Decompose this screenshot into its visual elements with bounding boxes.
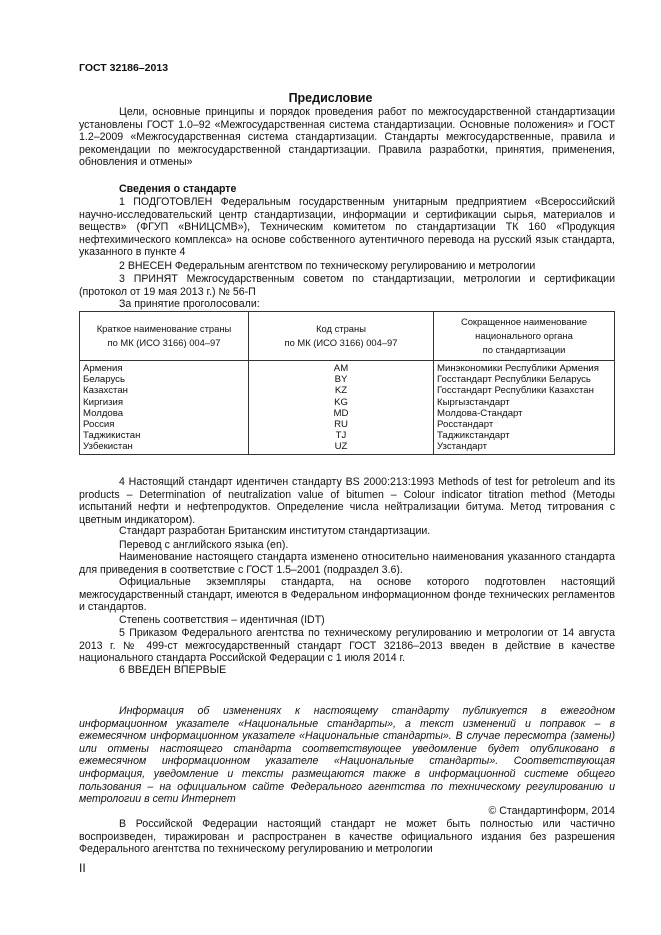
legal-notice: В Российской Федерации настоящий стандарт не может быть полностью или частично воспроизведен, тиражирован и распространен в качестве официального издания без разрешения Федерального агентства по техническому регулированию и метрологии [79,818,615,856]
copyright: © Стандартинформ, 2014 [488,805,615,817]
table-row: Молдова MD Молдова-Стандарт [80,408,615,419]
item-6-paragraph: 6 ВВЕДЕН ВПЕРВЫЕ [119,664,227,676]
document-id: ГОСТ 32186–2013 [79,62,169,74]
item-2-paragraph: 2 ВНЕСЕН Федеральным агентством по техническому регулированию и метрологии [119,260,536,272]
developer-note: Стандарт разработан Британским институтом стандартизации. [119,525,431,537]
table-row: Казахстан KZ Госстандарт Республики Казахстан [80,385,615,396]
translation-note: Перевод с английского языка (en). [119,539,289,551]
item-4-paragraph: 4 Настоящий стандарт идентичен стандарту BS 2000:213:1993 Methods of test for petroleum and its products – Determination of neutralization value of bitumen – Colour indicator titration method (Методы испытаний нефти и нефтепродуктов. Определение числа нейтрализации битума. Метод титрования с цветным индикатором). [79,476,615,526]
item-1-paragraph: 1 ПОДГОТОВЛЕН Федеральным государственным унитарным предприятием «Всероссийский научно-исследовательский центр стандартизации, информации и сертификации сырья, материалов и веществ» (ФГУП «ВНИЦСМВ»), Техническим комитетом по стандартизации ТК 160 «Продукция нефтехимического комплекса» на основе собственного аутентичного перевода на русский язык стандарта, указанного в пункте 4 [79,196,615,259]
page-title: Предисловие [288,91,373,105]
conformity-degree: Степень соответствия – идентичная (IDT) [119,614,325,626]
table-row: Таджикистан TJ Таджикстандарт [80,430,615,441]
change-notice: Информация об изменениях к настоящему стандарту публикуется в ежегодном информационном указателе «Национальные стандарты», а текст изменений и поправок – в ежемесячном информационном указателе «Национальные стандарты». В случае пересмотра (замены) или отмены настоящего стандарта соответствующее уведомление будет опубликовано в ежемесячном информационном указателе «Национальные стандарты». Соответствующая информация, уведомление и тексты размещаются также в информационной системе общего пользования – на официальном сайте Федерального агентства по техническому регулированию и метрологии в сети Интернет [79,705,615,806]
title-change-note: Наименование настоящего стандарта изменено относительно наименования указанного стандарта для приведения в соответствие с ГОСТ 1.5–2001 (подраздел 3.6). [79,551,615,576]
table-row: Россия RU Росстандарт [80,419,615,430]
table-row: Армения AM Минэкономики Республики Армения [80,361,615,375]
col-country: Краткое наименование страны по МК (ИСО 3166) 004–97 [80,312,249,361]
table-row: Узбекистан UZ Узстандарт [80,441,615,454]
item-3-paragraph: 3 ПРИНЯТ Межгосударственным советом по стандартизации, метрологии и сертификации (протокол от 19 мая 2013 г.) № 56-П [79,273,615,298]
item-5-paragraph: 5 Приказом Федерального агентства по техническому регулированию и метрологии от 14 августа 2013 г. № 499-ст межгосударственный стандарт ГОСТ 32186–2013 введен в действие в качестве национального стандарта Российской Федерации с 1 июля 2014 г. [79,627,615,665]
vote-caption: За принятие проголосовали: [119,298,260,310]
col-code: Код страны по МК (ИСО 3166) 004–97 [249,312,434,361]
official-copies-note: Официальные экземпляры стандарта, на основе которого подготовлен настоящий межгосударственный стандарт, имеются в Федеральном информационном фонде технических регламентов и стандартов. [79,576,615,614]
info-heading: Сведения о стандарте [119,183,237,195]
col-body: Сокращенное наименование национального органа по стандартизации [434,312,615,361]
table-header-row [80,312,615,361]
table-row: Киргизия KG Кыргызстандарт [80,397,615,408]
intro-paragraph: Цели, основные принципы и порядок проведения работ по межгосударственной стандартизации установлены ГОСТ 1.0–92 «Межгосударственная система стандартизации. Основные положения» и ГОСТ 1.2–2009 «Межгосударственная система стандартизации. Стандарты межгосударственные, правила и рекомендации по межгосударственной стандартизации. Правила разработки, принятия, применения, обновления и отмены» [79,106,615,169]
table-row: Беларусь BY Госстандарт Республики Беларусь [80,374,615,385]
page-number: II [79,861,86,875]
voting-countries-table [79,311,615,455]
